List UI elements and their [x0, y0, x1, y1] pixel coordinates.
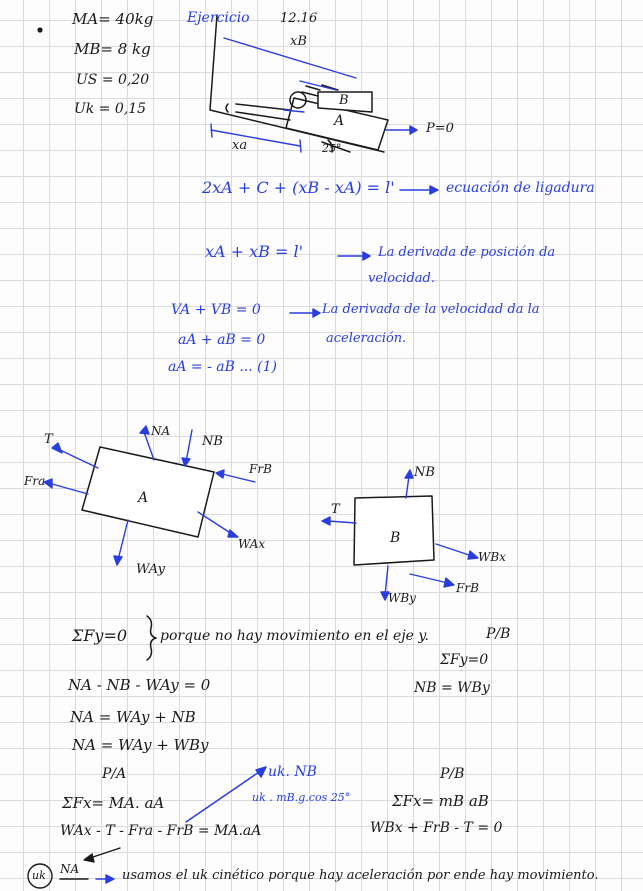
fbd-a-nb: NB [202, 434, 223, 449]
pb-label: P/B [486, 626, 511, 642]
eq-b-motion: WBx + FrB - T = 0 [370, 820, 503, 836]
sum-fx-b: ΣFx= mB aB [392, 792, 489, 810]
pa-label: P/A [102, 766, 127, 782]
bullet-dot [37, 27, 42, 32]
eq-position-note-1: La derivada de posición da [378, 245, 556, 260]
eq-binding: 2xA + C + (xB - xA) = l' [202, 178, 395, 197]
uk-mg-cos: uk . mB.g.cos 25° [252, 791, 351, 804]
fbd-a-block: A [138, 490, 149, 506]
uk-circle-label: uk [32, 869, 46, 882]
uk-nb: uk. NB [268, 764, 317, 780]
pb-sum-fy: ΣFy=0 [440, 652, 489, 668]
eq-na-2: NA = WAy + NB [70, 708, 196, 726]
eq-accel-rel: aA = - aB ... (1) [168, 359, 277, 375]
given-uk: Uk = 0,15 [74, 101, 147, 117]
fbd-b-nb: NB [414, 465, 435, 480]
given-mb: MB= 8 kg [74, 40, 151, 58]
label-xb: xB [290, 34, 307, 49]
label-xa: xa [232, 138, 248, 153]
fbd-b-t: T [331, 502, 340, 517]
label-angle: 25° [322, 142, 342, 155]
fbd-a-wax: WAx [238, 537, 266, 551]
fbd-a-na: NA [151, 424, 171, 438]
fbd-a-fra: Fra [24, 474, 46, 488]
fbd-b-frb: FrB [456, 581, 479, 595]
fbd-b-block: B [390, 530, 401, 546]
fbd-a-t: T [44, 432, 53, 447]
eq-position: xA + xB = l' [205, 242, 304, 261]
eq-na-1: NA - NB - WAy = 0 [68, 676, 211, 694]
footer-note: usamos el uk cinético porque hay aceleración por ende hay movimiento. [122, 868, 599, 883]
exercise-number: 12.16 [280, 11, 318, 26]
fbd-b-wby: WBy [388, 591, 416, 605]
label-block-a: A [334, 113, 345, 129]
pb2-label: P/B [440, 766, 465, 782]
eq-position-note-2: velocidad. [368, 271, 435, 286]
given-us: US = 0,20 [76, 72, 150, 88]
footer-arrow [96, 875, 114, 883]
eq-velocity: VA + VB = 0 [171, 302, 261, 318]
exercise-label: Ejercicio [187, 10, 250, 26]
eq-binding-note: ecuación de ligadura [446, 180, 595, 196]
pb-nb-eq: NB = WBy [414, 680, 490, 696]
eq-na-3: NA = WAy + WBy [72, 736, 209, 754]
curly-brace [147, 616, 156, 660]
na-small: NA [60, 862, 80, 876]
fbd-a-frb: FrB [249, 462, 272, 476]
eq-a-motion: WAx - T - Fra - FrB = MA.aA [60, 823, 262, 839]
fbd-b-wbx: WBx [478, 550, 506, 564]
given-ma: MA= 40kg [72, 10, 154, 28]
eq-velocity-note-2: aceleración. [326, 331, 407, 346]
eq-accel: aA + aB = 0 [178, 332, 266, 348]
eq-velocity-note-1: La derivada de la velocidad da la [322, 302, 540, 317]
sum-fy: ΣFy=0 [72, 626, 128, 645]
sum-fy-note: porque no hay movimiento en el eje y. [160, 628, 429, 644]
label-block-b: B [339, 93, 349, 108]
fbd-a-way: WAy [136, 562, 165, 577]
label-p: P=0 [426, 121, 454, 136]
sum-fx-a: ΣFx= MA. aA [62, 794, 165, 812]
